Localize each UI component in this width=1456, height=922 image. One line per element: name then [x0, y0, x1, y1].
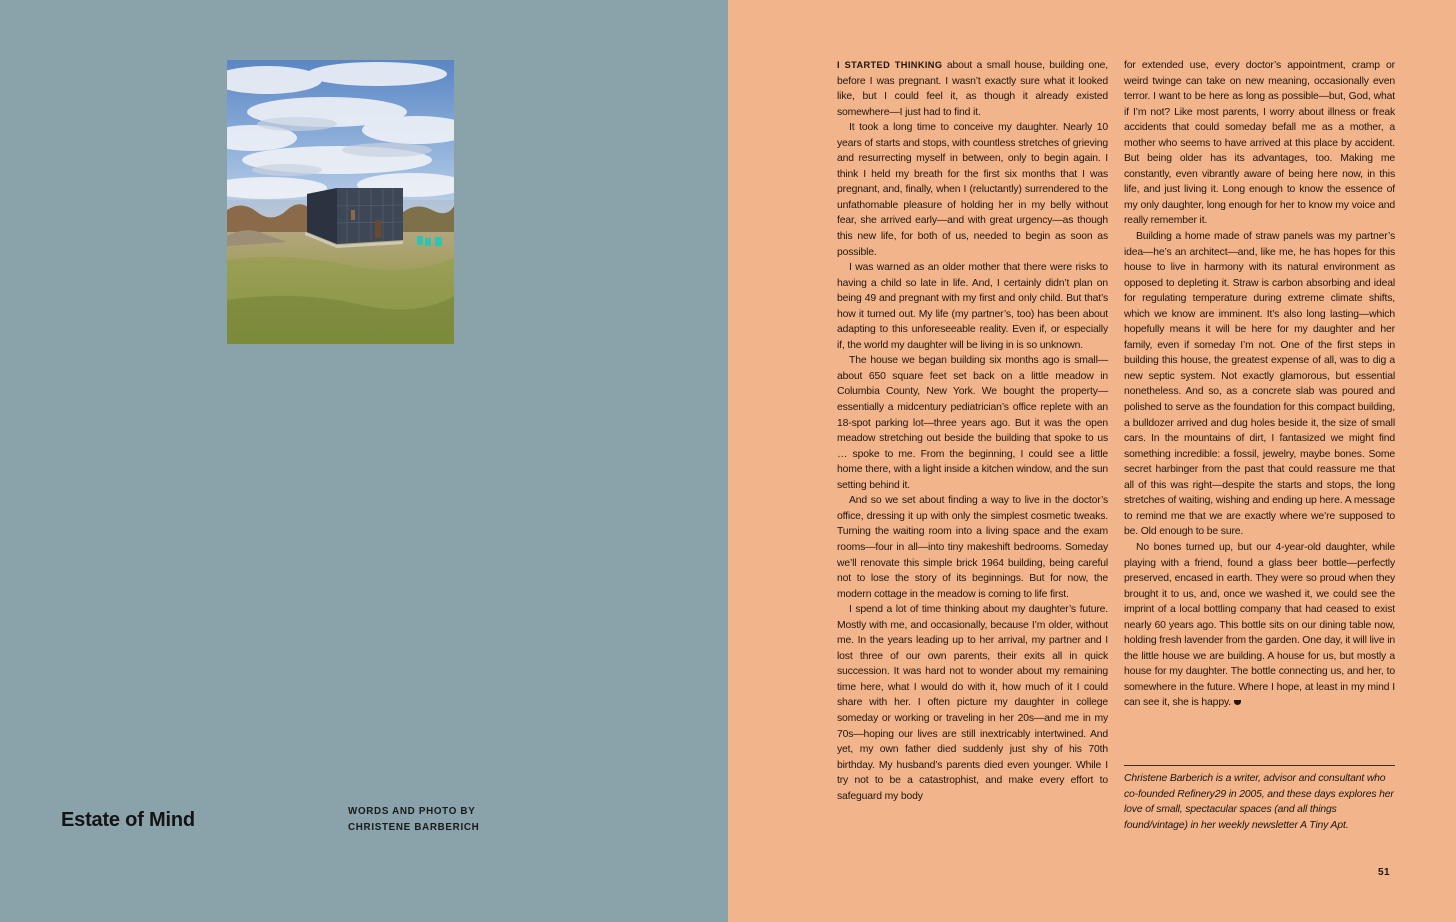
article-title: Estate of Mind: [61, 809, 195, 831]
end-mark-icon: [1234, 700, 1241, 705]
article-paragraph: And so we set about finding a way to live in the doctor’s office, dressing it up with only the simplest cosmetic tweaks. Turning the waiting room into a living space and the exam rooms—four in all—into tiny makeshift bedrooms. Someday we’ll renovate this simple brick 1964 building, being careful not to lose the story of its beginnings. But for now, the modern cottage in the meadow is coming to life first.: [837, 495, 1108, 600]
byline-author: CHRISTENE BARBERICH: [348, 822, 480, 833]
bio-divider: [1124, 765, 1395, 766]
article-column-right: [1124, 58, 1395, 711]
article-paragraph: [837, 58, 1108, 120]
article-paragraph: for extended use, every doctor’s appointment, cramp or weird twinge can take on new meaning, occasionally even terror. I want to be here as long as possible—but, God, what if I’m not? Like most parents, I worry about illness or freak accidents that could someday befall me as a mother, a mother who seems to have arrived at this place by accident. But being older has its advantages, too. Making me constantly, even vibrantly aware of being here now, in this life, and just living it. Long enough to know the essence of my only daughter, long enough for her to know my voice and really remember it.: [1124, 60, 1395, 227]
byline-credit: WORDS AND PHOTO BY: [348, 806, 476, 817]
article-paragraph: I spend a lot of time thinking about my daughter’s future. Mostly with me, and occasionally, because I’m older, without me. In the years leading up to her arrival, my partner and I lost three of our own parents, their exits all in quick succession. It was hard not to wonder about my remaining time here, what I would do with it, how much of it I could share with her. I often picture my daughter in college someday or working or traveling in her 20s—and me in my 70s—hoping our lives are still inextricably intertwined. And yet, my own father died suddenly just shy of his 70th birthday. My husband’s parents died even younger. While I try not to be a catastrophist, and make every effort to safeguard my body: [837, 604, 1108, 802]
article-paragraph: Building a home made of straw panels was my partner’s idea—he’s an architect—and, like me, he has hopes for this house to live in harmony with its natural environment as opposed to depleting it. Straw is carbon absorbing and ideal for regulating temperature during extreme climate shifts, which we know are imminent. It’s also long lasting—which hopefully means it will be here for my daughter and her family, even if someday I’m not. One of the first steps in building this house, the greatest expense of all, was to dig a new septic system. Not exactly glamorous, but essential nonetheless. And so, as a concrete slab was poured and polished to serve as the foundation for this compact building, a bulldozer arrived and dug holes beside it, the size of small cars. In the mountains of dirt, I fantasized we might find something incredible: a fossil, jewelry, maybe bones. Some secret harbinger from the past that could reassure me that all of this was right—despite the starts and stops, the long stretches of waiting, wishing and ending up here. A message to remind me that we are exactly where we’re supposed to be. Old enough to be sure.: [1124, 231, 1395, 538]
article-paragraph: The house we began building six months ago is small—about 650 square feet set back on a little meadow in Columbia County, New York. We bought the property—essentially a midcentury pediatrician’s office replete with an 18-spot parking lot—three years ago. But it was the open meadow stretching out beside the building that spoke to us … spoke to me. From the beginning, I could see a little home there, with a light inside a kitchen window, and the sun setting behind it.: [837, 355, 1108, 491]
author-bio: Christene Barberich is a writer, advisor and consultant who co-founded Refinery29 in 2005, and these days explores her love of small, spectacular spaces (and all things found/vintage) in her weekly newsletter A Tiny Apt.: [1124, 773, 1394, 831]
article-paragraph: [1124, 540, 1395, 711]
article-paragraph: It took a long time to conceive my daughter. Nearly 10 years of starts and stops, with countless stretches of grieving and resurrecting myself in between, only to begin again. I think I held my breath for the first six months that I was pregnant, and, finally, when I (reluctantly) surrendered to the unfathomable pleasure of holding her in my belly without fear, she arrived early—and with great urgency—as though this new life, for both of us, needed to begin as soon as possible.: [837, 122, 1108, 258]
paragraph-text: No bones turned up, but our 4-year-old daughter, while playing with a friend, found a glass beer bottle—perfectly preserved, encased in earth. They were so proud when they brought it to us, and, once we washed it, we could see the imprint of a local bottling company that had ceased to exist nearly 60 years ago. This bottle sits on our dining table now, holding fresh lavender from the garden. One day, it will live in the little house we are building. A house for us, but mostly a house for my daughter. The bottle connecting us, and her, to somewhere in the future. Where I hope, at least in my mind I can see it, she is happy.: [1124, 541, 1395, 709]
house-photo: [227, 60, 454, 344]
byline: [348, 804, 479, 836]
page-number: 51: [1378, 867, 1391, 878]
article-column-left: [837, 58, 1108, 804]
paragraph-text: about a small house, building one, before I was pregnant. I wasn’t exactly sure what it looked like, but I could feel it, as though it already existed somewhere—I just had to find it.: [837, 60, 1108, 118]
lead-in: I STARTED THINKING: [837, 60, 943, 70]
house-in-meadow-photo: [227, 60, 454, 344]
article-paragraph: I was warned as an older mother that there were risks to having a child so late in life. And, I certainly didn’t plan on being 49 and pregnant with my first and only child. But that’s how it turned out. My life (my partner’s, too) has been about adapting to this unforeseeable reality. Even if, or especially if, the world my daughter will be living in is so unknown.: [837, 262, 1108, 351]
